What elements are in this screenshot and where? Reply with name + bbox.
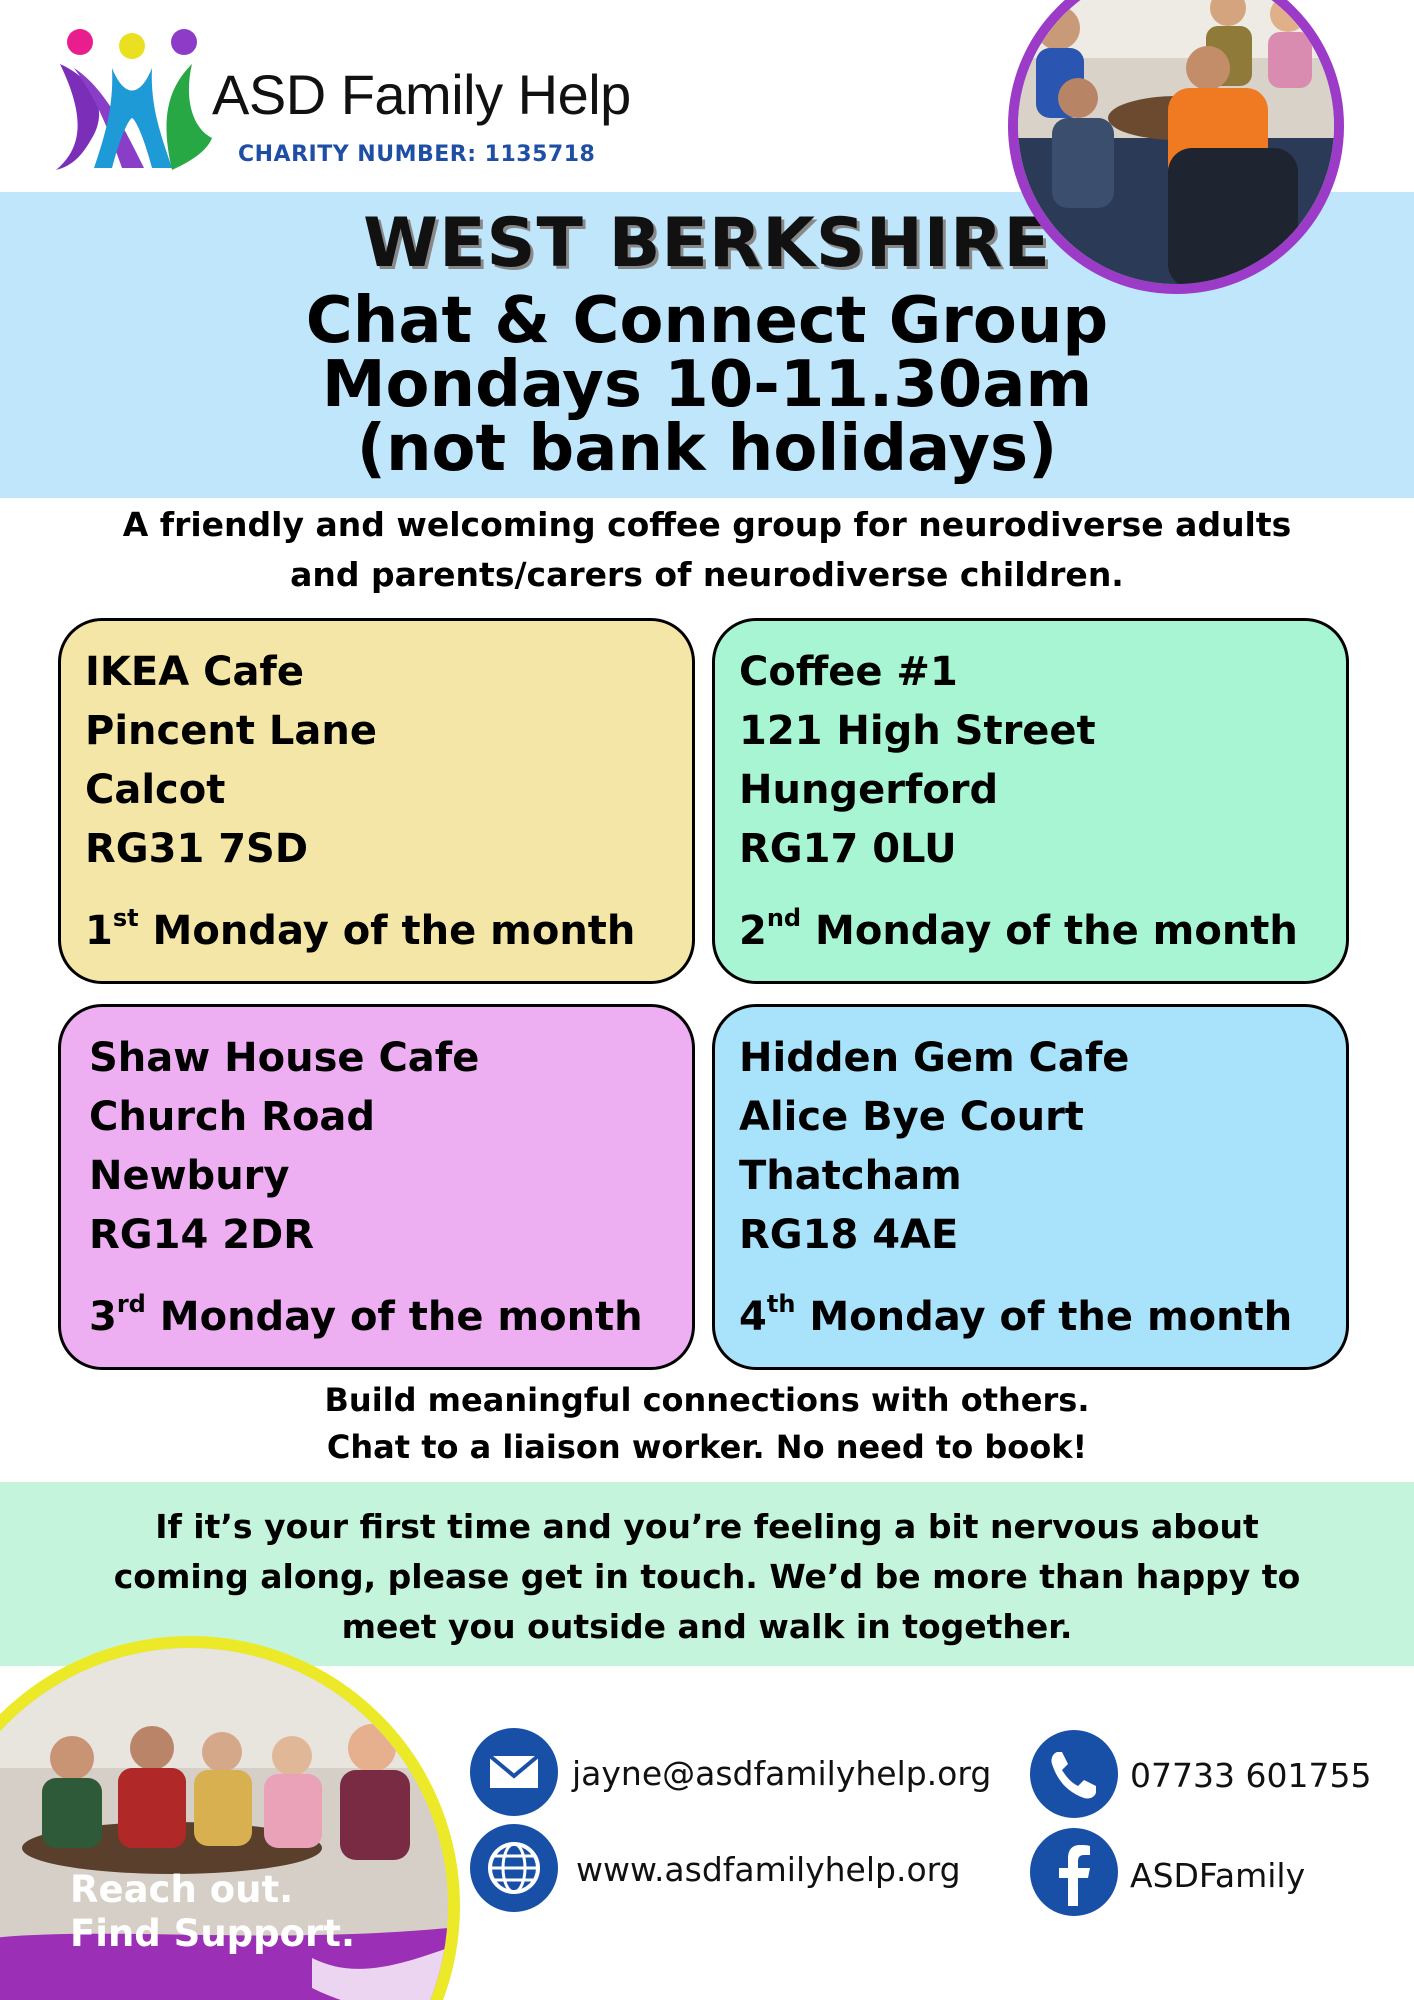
group-title: Chat & Connect Group xyxy=(305,284,1109,358)
globe-icon xyxy=(470,1824,558,1912)
venue-card-shaw-house xyxy=(58,1004,695,1370)
tagline xyxy=(70,1868,355,1956)
venue-street: Church Road xyxy=(89,1094,376,1140)
venue-town: Hungerford xyxy=(739,767,999,813)
venue-town: Newbury xyxy=(89,1153,290,1199)
ordinal-number: 1 xyxy=(85,908,113,954)
first-time-text xyxy=(0,1502,1414,1652)
venue-card-ikea xyxy=(58,618,695,984)
ordinal-suffix: rd xyxy=(116,1290,146,1318)
first-time-line-3: meet you outside and walk in together. xyxy=(341,1607,1073,1646)
venue-card-hidden-gem xyxy=(712,1004,1349,1370)
facebook-icon xyxy=(1030,1828,1118,1916)
ordinal-number: 3 xyxy=(89,1294,117,1340)
venue-schedule xyxy=(85,903,635,959)
venue-street: Alice Bye Court xyxy=(739,1094,1084,1140)
facebook-link[interactable]: ASDFamily xyxy=(1130,1856,1306,1895)
ordinal-suffix: th xyxy=(766,1290,796,1318)
org-name: ASD Family Help xyxy=(212,63,631,126)
intro-text xyxy=(0,500,1414,600)
venue-postcode: RG14 2DR xyxy=(89,1212,315,1258)
bank-holiday-note: (not bank holidays) xyxy=(356,412,1058,486)
intro-line-2: and parents/carers of neurodiverse children. xyxy=(290,555,1124,594)
tagline-line-1: Reach out. xyxy=(70,1868,294,1911)
email-link[interactable]: jayne@asdfamilyhelp.org xyxy=(572,1754,992,1793)
ordinal-number: 2 xyxy=(739,908,767,954)
venue-town: Calcot xyxy=(85,767,226,813)
website-link[interactable]: www.asdfamilyhelp.org xyxy=(576,1850,961,1889)
venue-card-coffee1 xyxy=(712,618,1349,984)
ordinal-number: 4 xyxy=(739,1294,767,1340)
venue-name: IKEA Cafe xyxy=(85,649,304,695)
charity-number: CHARITY NUMBER: 1135718 xyxy=(238,142,596,167)
logo-people-icon xyxy=(52,28,212,176)
schedule-text: Monday of the month xyxy=(159,1294,643,1340)
venue-street: Pincent Lane xyxy=(85,708,377,754)
region-title: WEST BERKSHIRE xyxy=(363,204,1051,283)
first-time-line-1: If it’s your first time and you’re feeling a bit nervous about xyxy=(155,1507,1259,1546)
schedule-text: Monday of the month xyxy=(815,908,1298,954)
venue-schedule xyxy=(739,1289,1292,1345)
venue-schedule xyxy=(739,903,1298,959)
ordinal-suffix: nd xyxy=(766,904,802,932)
venue-postcode: RG17 0LU xyxy=(739,826,957,872)
venue-name: Coffee #1 xyxy=(739,649,958,695)
phone-icon xyxy=(1030,1730,1118,1818)
venue-name: Hidden Gem Cafe xyxy=(739,1035,1130,1081)
schedule-text: Monday of the month xyxy=(152,908,636,954)
build-connections-text xyxy=(0,1377,1414,1471)
schedule-title: Mondays 10-11.30am xyxy=(321,348,1093,422)
venue-name: Shaw House Cafe xyxy=(89,1035,480,1081)
tagline-line-2: Find Support. xyxy=(70,1912,356,1955)
venue-schedule xyxy=(85,1289,643,1345)
venue-postcode: RG31 7SD xyxy=(85,826,309,872)
build-line-1: Build meaningful connections with others. xyxy=(324,1381,1090,1419)
schedule-text: Monday of the month xyxy=(809,1294,1293,1340)
mail-icon xyxy=(470,1728,558,1816)
ordinal-suffix: st xyxy=(112,904,139,932)
phone-link[interactable]: 07733 601755 xyxy=(1130,1756,1372,1795)
build-line-2: Chat to a liaison worker. No need to book! xyxy=(326,1428,1088,1466)
intro-line-1: A friendly and welcoming coffee group for neurodiverse adults xyxy=(122,505,1292,544)
venue-town: Thatcham xyxy=(739,1153,962,1199)
first-time-line-2: coming along, please get in touch. We’d be more than happy to xyxy=(113,1557,1301,1596)
venue-postcode: RG18 4AE xyxy=(739,1212,959,1258)
venue-street: 121 High Street xyxy=(739,708,1096,754)
